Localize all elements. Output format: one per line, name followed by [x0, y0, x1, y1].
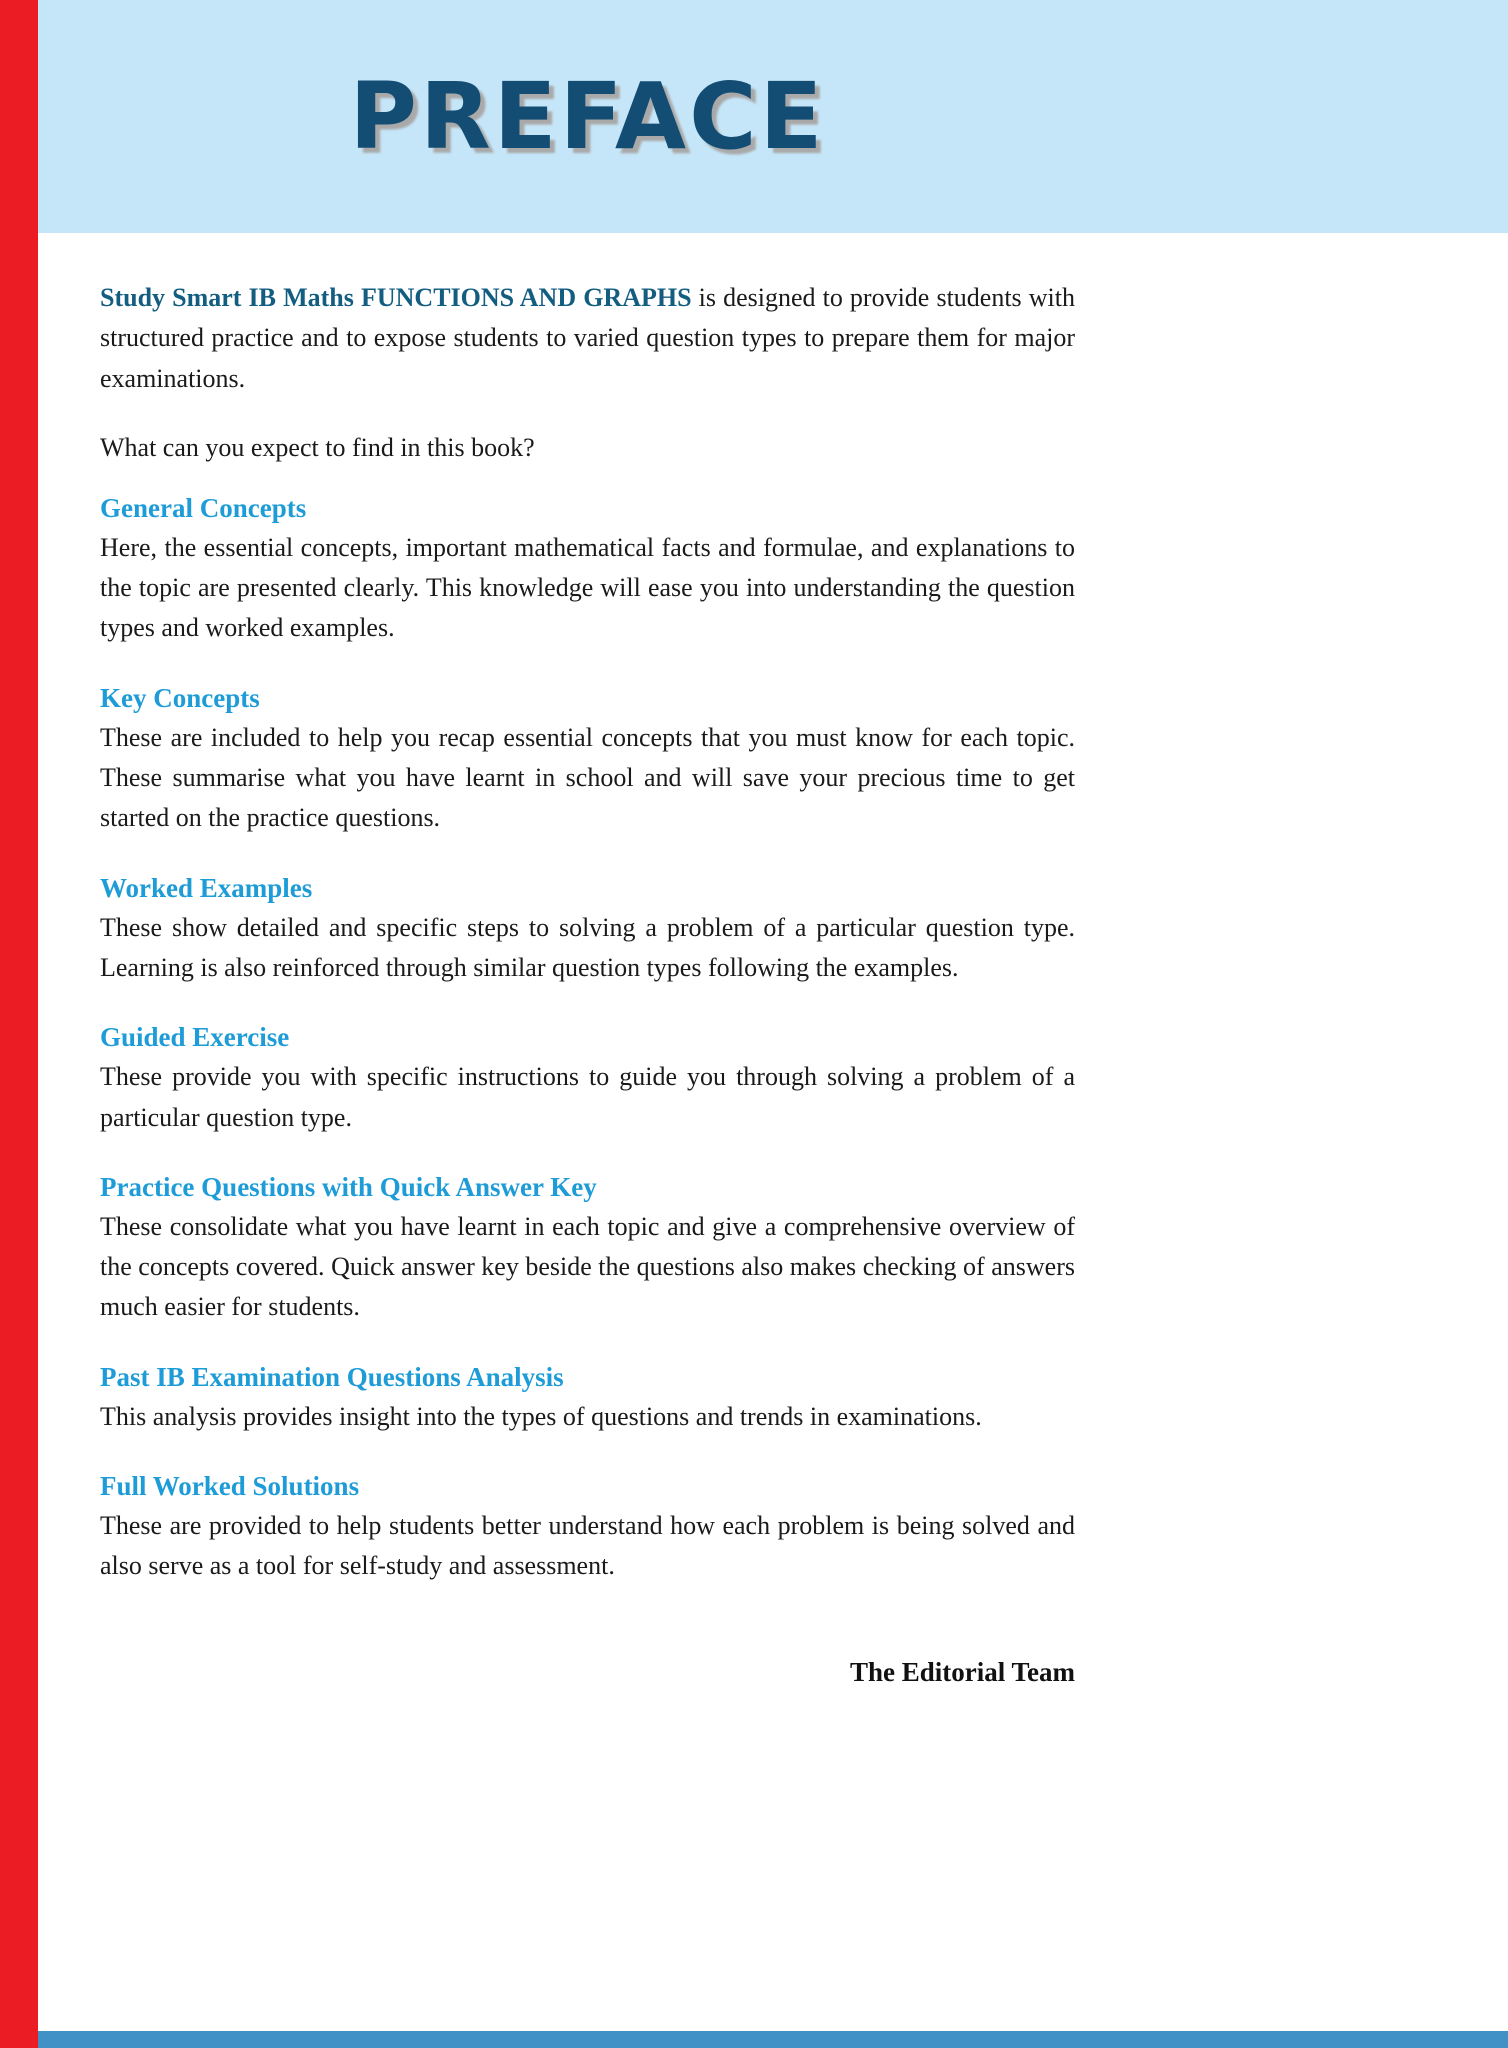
title-banner: [38, 0, 1508, 233]
section-heading: Guided Exercise: [100, 1022, 290, 1053]
section-heading: Practice Questions with Quick Answer Key: [100, 1171, 597, 1202]
section-guided-exercise: [100, 1022, 1075, 1138]
section-body: This analysis provides insight into the types of questions and trends in examinations.: [100, 1401, 982, 1431]
section-body: These are included to help you recap essential concepts that you must know for each topic. These summarise what you have learnt in school and will save your precious time to get started on the practice questions.: [100, 722, 1075, 833]
section-heading: Key Concepts: [100, 682, 260, 713]
blue-footer-bar: [38, 2031, 1508, 2048]
section-body: These provide you with specific instructions to guide you through solving a problem of a particular question type.: [100, 1062, 1075, 1132]
intro-book-title: Study Smart IB Maths FUNCTIONS AND GRAPHS: [100, 283, 692, 312]
section-practice-questions: [100, 1172, 1075, 1328]
section-body: These consolidate what you have learnt in each topic and give a comprehensive overview of the concepts covered. Quick answer key beside the questions also makes checking of answers much easier for students.: [100, 1211, 1075, 1322]
editorial-team-signature: The Editorial Team: [849, 1656, 1075, 1687]
page-title: PREFACE: [349, 63, 826, 170]
content-column: [100, 278, 1075, 1688]
section-worked-examples: [100, 873, 1075, 989]
intro-rest: is designed to provide students with structured practice and to expose students to varied question types to prepare them for major examinations.: [100, 283, 1075, 393]
section-heading: Worked Examples: [100, 872, 313, 903]
section-past-ib-analysis: [100, 1362, 1075, 1437]
section-heading: Past IB Examination Questions Analysis: [100, 1361, 564, 1392]
title-banner-inner: [100, 0, 1075, 233]
section-key-concepts: [100, 683, 1075, 839]
section-heading: General Concepts: [100, 492, 307, 523]
section-general-concepts: [100, 493, 1075, 649]
intro-paragraph: [100, 278, 1075, 399]
section-heading: Full Worked Solutions: [100, 1471, 360, 1502]
section-full-worked-solutions: [100, 1471, 1075, 1587]
section-body: Here, the essential concepts, important mathematical facts and formulae, and explanations to the topic are presented clearly. This knowledge will ease you into understanding the question types and worked examples.: [100, 532, 1075, 643]
section-body: These are provided to help students better understand how each problem is being solved and also serve as a tool for self-study and assessment.: [100, 1511, 1075, 1581]
section-body: These show detailed and specific steps to solving a problem of a particular question type. Learning is also reinforced through similar question types following the examples.: [100, 912, 1075, 982]
intro-question: What can you expect to find in this book?: [100, 432, 535, 462]
red-spine-strip: [0, 0, 38, 2048]
